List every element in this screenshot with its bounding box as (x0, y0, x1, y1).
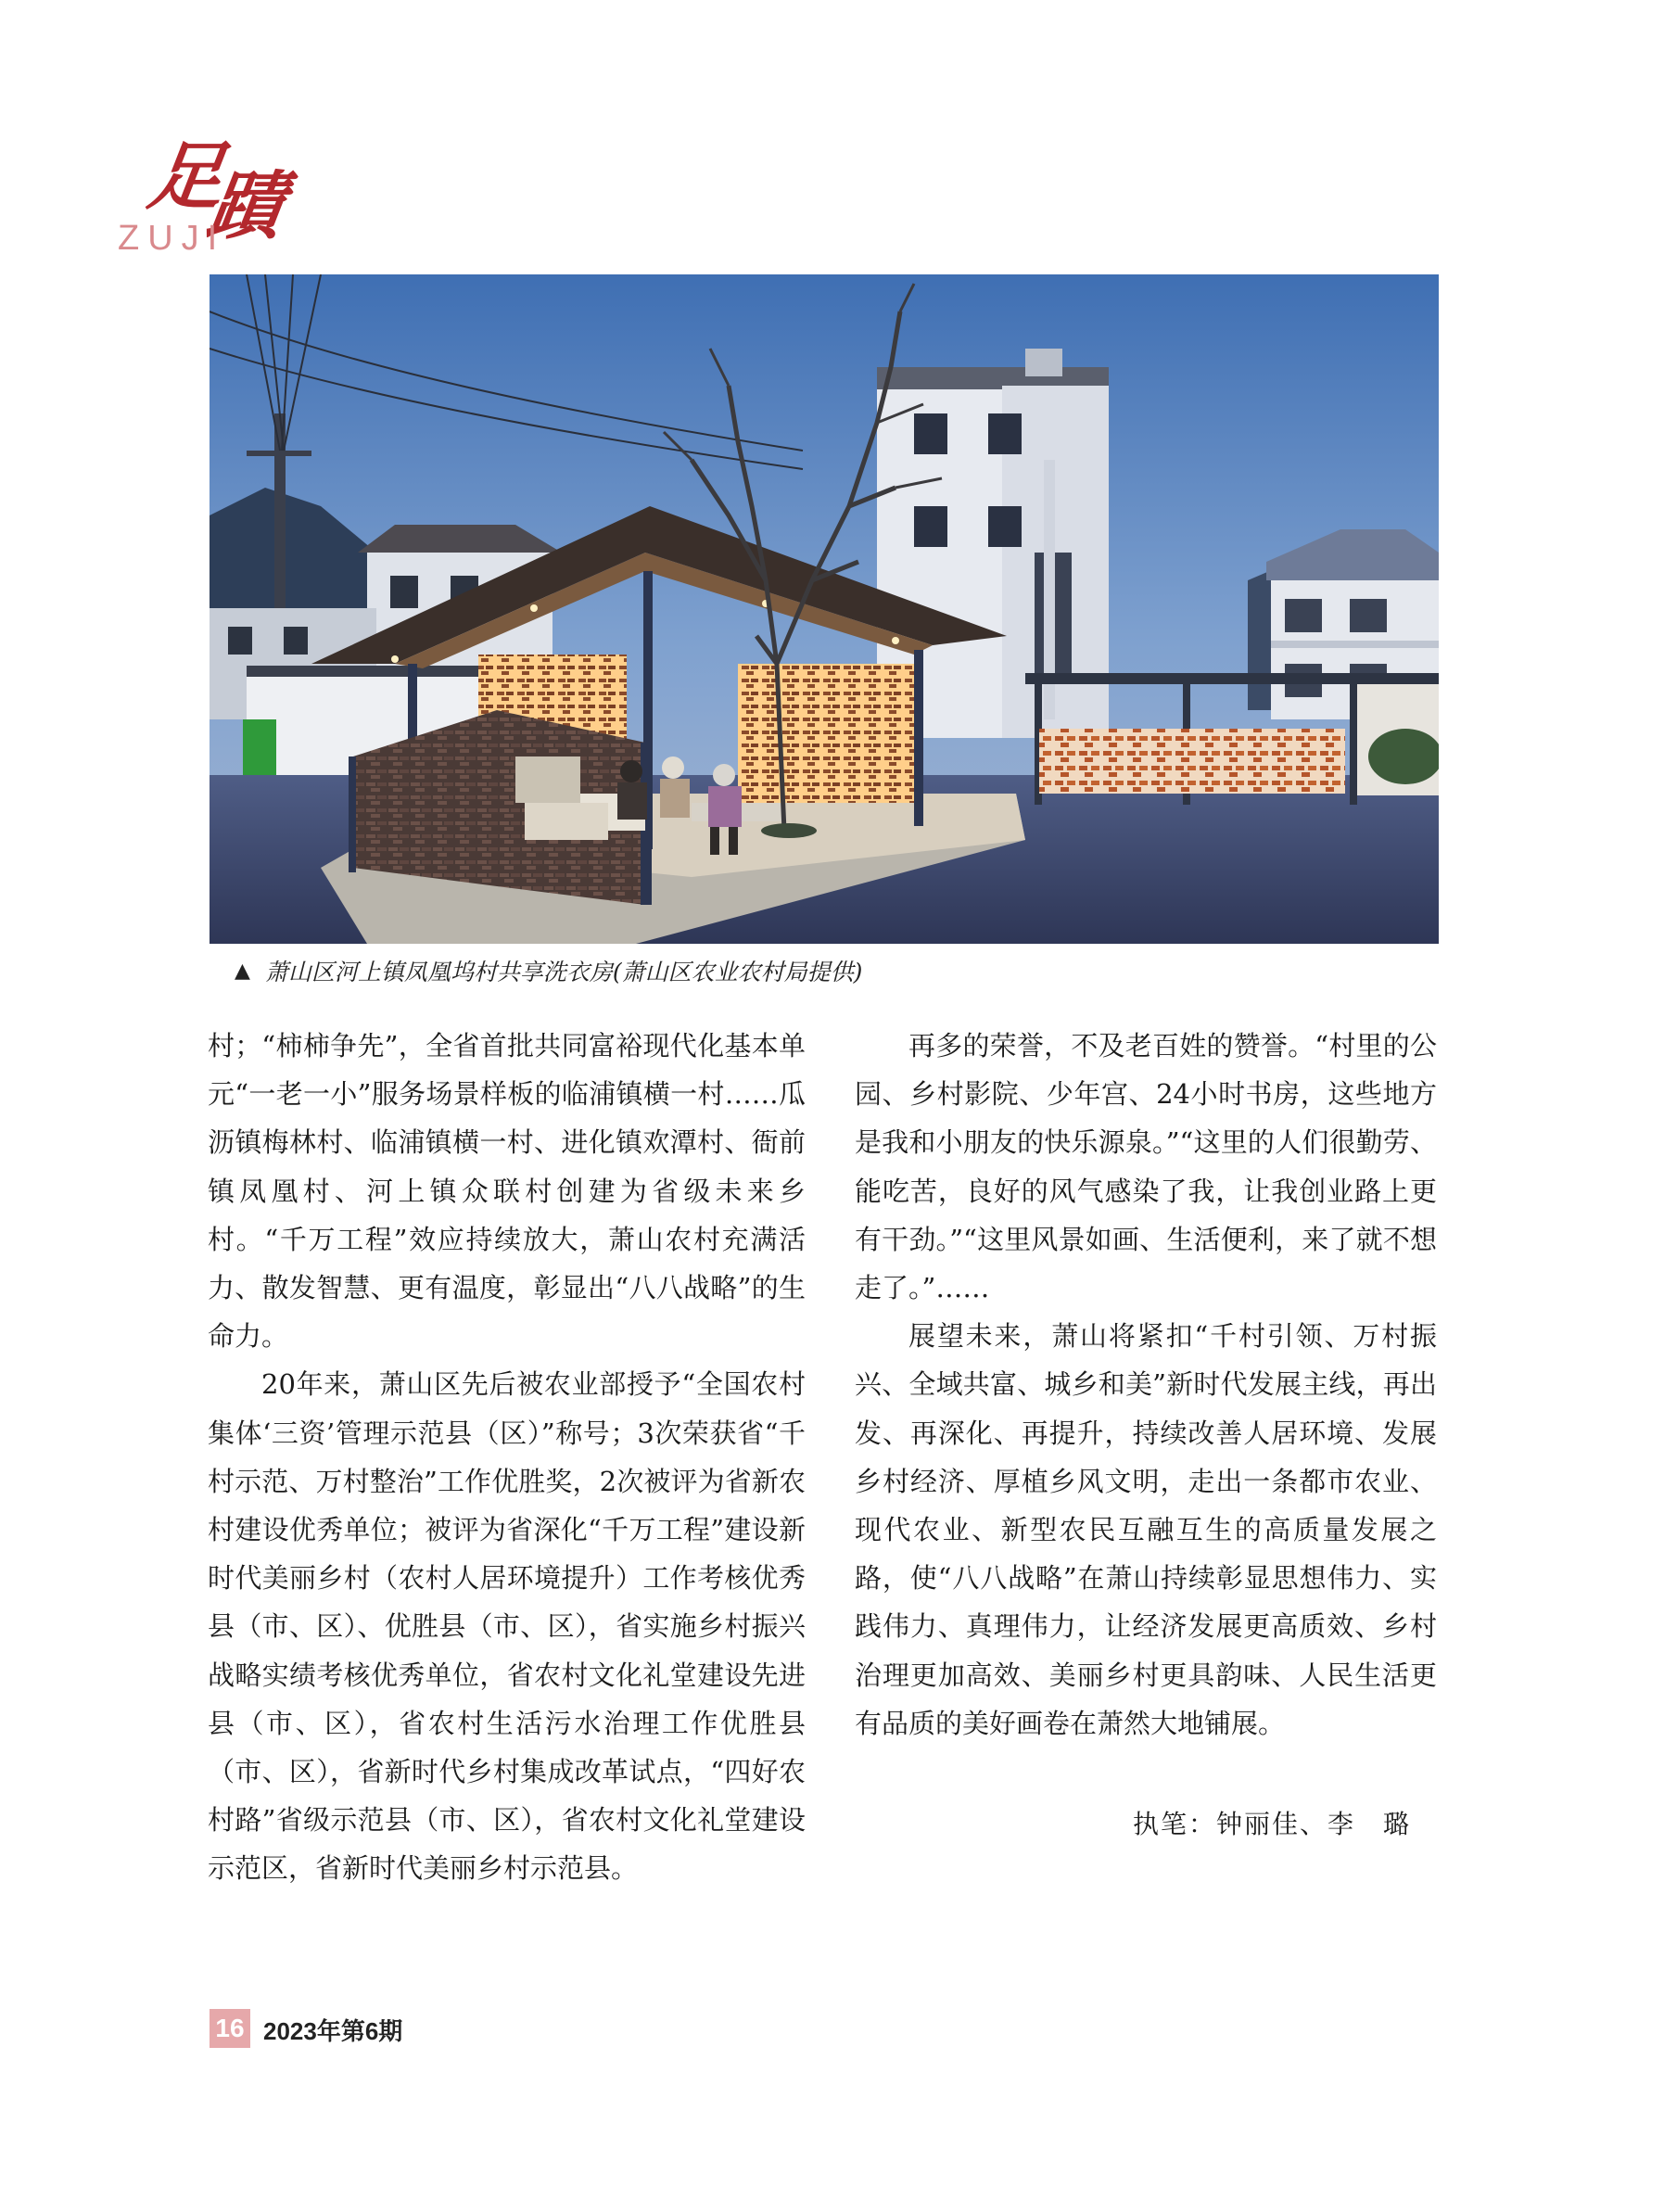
issue-label: 2023年第6期 (263, 2017, 403, 2045)
right-paragraph-1: 再多的荣誉，不及老百姓的赞誉。“村里的公园、乡村影院、少年宫、24小时书房，这些地方是我和小朋友的快乐源泉。”“这里的人们很勤劳、能吃苦，良好的风气感染了我，让我创业路上更有干劲。”“这里风景如画、生活便利，来了就不想走了。”…… (855, 1030, 1437, 1304)
masthead-pinyin: ZUJI (118, 219, 226, 258)
photo-caption-text: 萧山区河上镇凤凰坞村共享洗衣房(萧山区农业农村局提供) (264, 959, 863, 985)
laundry-pavilion-photo (210, 274, 1439, 944)
left-paragraph-1: 村；“柿柿争先”，全省首批共同富裕现代化基本单元“一老一小”服务场景样板的临浦镇横一村……瓜沥镇梅林村、临浦镇横一村、进化镇欢潭村、衙前镇凤凰村、河上镇众联村创建为省级未来乡村。“千万工程”效应持续放大，萧山农村充满活力、散发智慧、更有温度，彰显出“八八战略”的生命力。 (208, 1030, 806, 1353)
right-paragraph-2: 展望未来，萧山将紧扣“千村引领、万村振兴、全域共富、城乡和美”新时代发展主线，再出发、再深化、再提升，持续改善人居环境、发展乡村经济、厚植乡风文明，走出一条都市农业、现代农业、新型农民互融互生的高质量发展之路，使“八八战略”在萧山持续彰显思想伟力、实践伟力、真理伟力，让经济发展更高质效、乡村治理更加高效、美丽乡村更具韵味、人民生活更有品质的美好画卷在萧然大地铺展。 (855, 1320, 1437, 1739)
masthead-char-ji: 蹟 (202, 162, 289, 249)
right-column (855, 1022, 1437, 1748)
photo-caption (235, 952, 862, 989)
masthead-char-zu: 足 (143, 133, 230, 220)
triangle-marker-icon: ▲ (235, 959, 250, 983)
masthead (105, 133, 290, 258)
left-column (208, 1022, 806, 1893)
left-paragraph-2: 20年来，萧山区先后被农业部授予“全国农村集体‘三资’管理示范县（区）”称号；3次荣获省“千村示范、万村整治”工作优胜奖，2次被评为省新农村建设优秀单位；被评为省深化“千万工程”建设新时代美丽乡村（农村人居环境提升）工作考核优秀县（市、区）、优胜县（市、区），省实施乡村振兴战略实绩考核优秀单位，省农村文化礼堂建设先进县（市、区），省农村生活污水治理工作优胜县（市、区），省新时代乡村集成改革试点，“四好农村路”省级示范县（市、区），省农村文化礼堂建设示范区，省新时代美丽乡村示范县。 (208, 1368, 806, 1885)
author-byline: 执笔：钟丽佳、李 璐 (1133, 1809, 1412, 1839)
page-number: 16 (210, 2009, 250, 2048)
